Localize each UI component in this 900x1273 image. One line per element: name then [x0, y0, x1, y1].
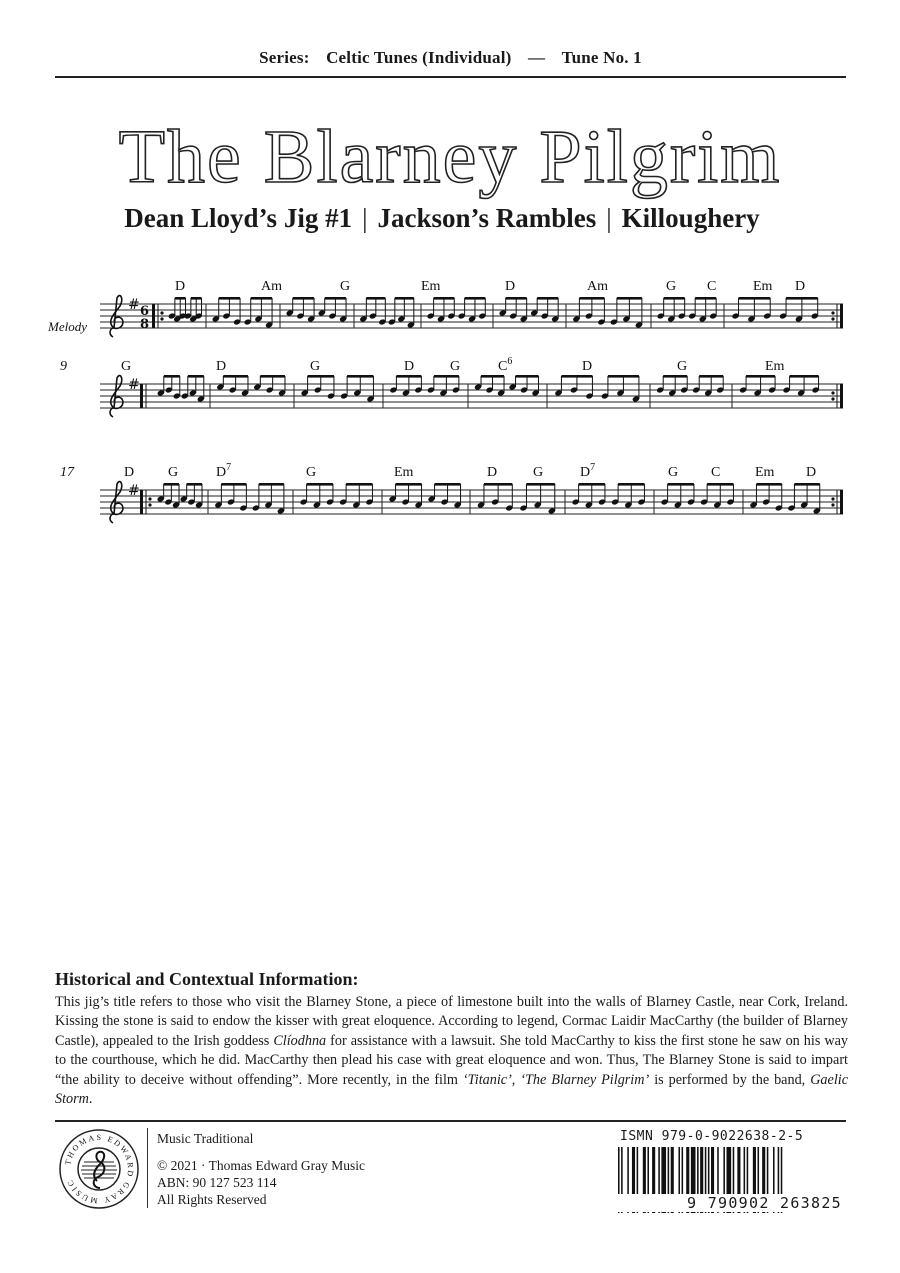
note-beam [668, 483, 694, 486]
repeat-dot [160, 311, 163, 314]
note-beam [608, 375, 639, 378]
note-beam [219, 297, 240, 300]
film-title: ‘Titanic’ [462, 1071, 512, 1088]
series-name: Celtic Tunes (Individual) [326, 48, 512, 67]
title-separator: | [362, 203, 368, 233]
chord-symbol: G [168, 465, 179, 480]
chord-symbol: D [505, 279, 516, 294]
chord-symbol: C [711, 465, 721, 480]
note-beam [561, 375, 592, 378]
credits-block [157, 1130, 365, 1208]
note-beam [346, 483, 372, 486]
header-dash: — [527, 48, 546, 67]
note-beam [259, 483, 284, 486]
repeat-dot [831, 391, 834, 394]
alt-title-1: Dean Lloyd’s Jig #1 [124, 203, 353, 233]
note-beam [579, 483, 605, 486]
note-beam [325, 297, 346, 300]
note-beam [794, 483, 819, 486]
copyright-text: © 2021 · Thomas Edward Gray Music [157, 1158, 365, 1173]
chord-symbol: Em [753, 279, 773, 294]
measure-number: 9 [60, 359, 67, 374]
note-beam [307, 483, 333, 486]
note-beam [187, 483, 202, 486]
note-beam [396, 483, 422, 486]
note-beam [395, 297, 414, 300]
note-beam [484, 483, 512, 486]
note-beam [366, 297, 385, 300]
key-signature-sharp: # [128, 377, 140, 393]
chord-symbol: G [668, 465, 679, 480]
note-beam [695, 297, 716, 300]
chord-symbol: $D^7$ [580, 462, 596, 480]
ismn-code: ISMN 979-0-9022638-2-5 [620, 1129, 804, 1144]
measure-number: 17 [60, 465, 74, 480]
note-beam [786, 297, 818, 300]
score-content [60, 279, 843, 523]
repeat-end-thick-bar [840, 304, 843, 328]
repeat-dot [831, 503, 834, 506]
chord-symbol: G [666, 279, 677, 294]
tune-number: Tune No. 1 [561, 48, 642, 67]
note-beam [164, 483, 179, 486]
history-text: This jig’s title refers to those who visit the Blarney Stone, a piece of limestone built into the walls of Blarney Castle, near Cork, Ireland. Kissing the stone is said to endow the kisser with great eloquence. According to legend, Cormac Laidir MacCarthy (the builder of Blarney Castle), appealed to the Irish goddess Clíodhna for assistance with a lawsuit. She told MacCarthy to kiss the first stone he saw on his way to the courthouse, which he did. MacCarthy then plead his case with great eloquence and won. Thus, The Blarney Stone is said to impart “the ability to deceive without offending”. More recently, in the film ‘Titanic’, ‘The Blarney Pilgrim’ is performed by the band, Gaelic Storm. [55, 994, 849, 1108]
instrument-label: Melody [48, 319, 87, 334]
note-beam [579, 297, 604, 300]
repeat-end-thick-bar [840, 490, 843, 514]
tune-reference: ‘The Blarney Pilgrim’ [520, 1071, 650, 1088]
repeat-start-thick-bar [140, 490, 143, 514]
chord-symbol: D [404, 359, 415, 374]
repeat-start-thick-bar [152, 304, 155, 328]
note-beam [434, 375, 459, 378]
chord-symbol: D [795, 279, 806, 294]
time-signature-bottom: 8 [140, 317, 150, 332]
chord-symbol: Em [421, 279, 441, 294]
title-separator: | [606, 203, 612, 233]
key-signature-sharp: # [128, 483, 140, 499]
note-beam [526, 483, 554, 486]
chord-symbol: D [216, 359, 227, 374]
note-beam [516, 375, 539, 378]
note-beam [308, 375, 334, 378]
chord-symbol: $D^7$ [216, 462, 232, 480]
note-beam [223, 375, 248, 378]
chord-symbol: D [175, 279, 186, 294]
repeat-dot [160, 317, 163, 320]
chord-symbol: C [707, 279, 717, 294]
note-beam [347, 375, 373, 378]
abn-text: ABN: 90 127 523 114 [157, 1175, 277, 1190]
note-beam [164, 375, 180, 378]
music-credit: Music Traditional [157, 1131, 254, 1146]
chord-symbol: Em [755, 465, 775, 480]
note-beam [481, 375, 504, 378]
publisher-seal-icon [58, 1128, 140, 1210]
band-name: Gaelic Storm [55, 1071, 849, 1108]
repeat-dot [831, 311, 834, 314]
note-beam [221, 483, 246, 486]
chord-symbol: G [677, 359, 688, 374]
chord-symbol: Em [394, 465, 414, 480]
chord-symbol: Em [765, 359, 785, 374]
chord-symbol: G [310, 359, 321, 374]
note-beam [739, 297, 771, 300]
chord-symbol: G [121, 359, 132, 374]
series-header [55, 48, 846, 78]
page-title: The Blarney Pilgrim [118, 115, 782, 199]
chord-symbol: $C^6$ [498, 356, 513, 374]
series-label: Series: [259, 48, 310, 67]
chord-symbol: D [806, 465, 817, 480]
note-beam [188, 375, 204, 378]
chord-symbol: Am [587, 279, 608, 294]
history-sentence-2: for assistance with a lawsuit. She told MacCarthy to kiss the first stone he saw on his way to the courthouse, which he did. MacCarthy then plead his case with great eloquence and won. Thus, The Blarney Stone is said to impart “the ability to deceive without offending”. More recently, in the film [55, 1032, 848, 1088]
note-beam [790, 375, 819, 378]
note-beam [699, 375, 723, 378]
history-heading: Historical and Contextual Information: [55, 969, 359, 989]
goddess-name: Clíodhna [273, 1032, 327, 1049]
time-signature-top: 6 [140, 304, 150, 319]
alt-title-3: Killoughery [621, 203, 760, 233]
note-beam [191, 297, 202, 300]
repeat-end-thick-bar [840, 384, 843, 408]
repeat-dot [148, 503, 151, 506]
note-beam [435, 483, 461, 486]
note-beam [251, 297, 272, 300]
footer-separator-line [147, 1128, 148, 1208]
seal-text: THOMAS EDWARD GRAY MUSIC [63, 1132, 136, 1206]
barcode-digits: 9 790902 263825 [602, 1194, 842, 1212]
note-beam [617, 297, 642, 300]
note-beam [465, 297, 486, 300]
history-sentence-1: This jig’s title refers to those who visit the Blarney Stone, a piece of limestone built into the walls of Blarney Castle, near Cork, Ireland. Kissing the stone is said to endow the kisser with great eloquence. According to legend, Cormac Laidir MacCarthy (the builder of Blarney Castle), appealed to the Irish goddess [55, 994, 848, 1049]
chord-symbol: G [306, 465, 317, 480]
rights-text: All Rights Reserved [157, 1192, 267, 1207]
chord-symbol: G [533, 465, 544, 480]
note-beam [756, 483, 781, 486]
sheet-music [0, 270, 900, 530]
note-beam [506, 297, 527, 300]
repeat-dot [831, 397, 834, 400]
repeat-dot [831, 497, 834, 500]
key-signature-sharp: # [128, 297, 140, 313]
chord-symbol: D [487, 465, 498, 480]
note-beam [746, 375, 775, 378]
chord-symbol: D [582, 359, 593, 374]
repeat-dot [831, 317, 834, 320]
repeat-dot [148, 497, 151, 500]
note-beam [175, 297, 186, 300]
chord-symbol: D [124, 465, 135, 480]
repeat-start-thick-bar [140, 384, 143, 408]
alternate-titles [0, 203, 884, 234]
note-beam [707, 483, 733, 486]
note-beam [396, 375, 421, 378]
note-beam [537, 297, 558, 300]
footer-divider [55, 1120, 846, 1122]
chord-symbol: G [340, 279, 351, 294]
chord-symbol: G [450, 359, 461, 374]
note-beam [618, 483, 644, 486]
note-beam [434, 297, 455, 300]
alt-title-2: Jackson’s Rambles [377, 203, 597, 233]
chord-symbol: Am [261, 279, 282, 294]
note-beam [664, 297, 685, 300]
note-beam [663, 375, 687, 378]
note-beam [260, 375, 285, 378]
note-beam [293, 297, 314, 300]
